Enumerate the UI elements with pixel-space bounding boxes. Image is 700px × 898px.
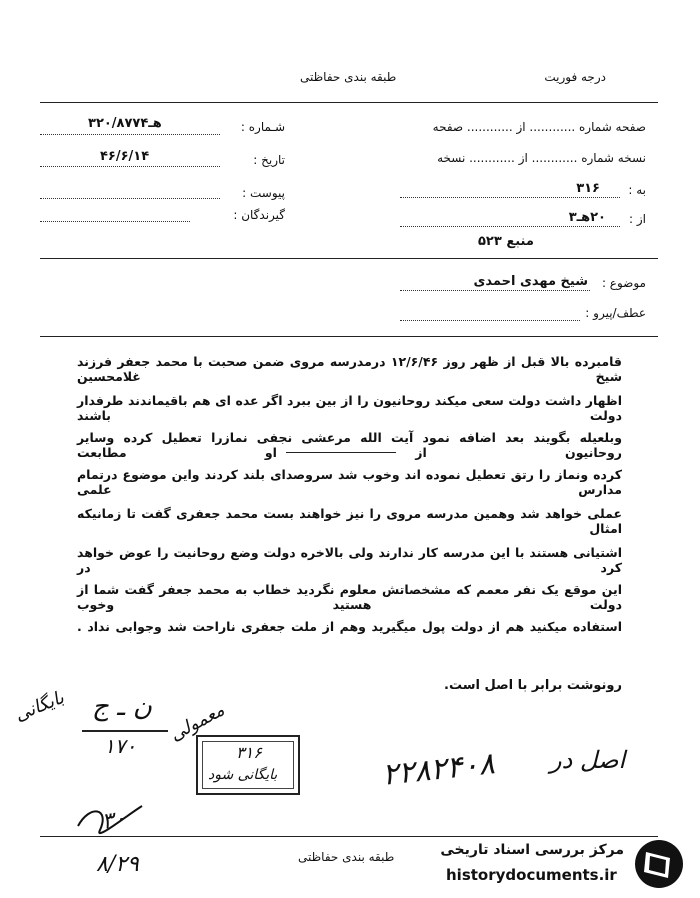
page-number-field: صفحه شماره ............ از ............ صفحه xyxy=(432,120,646,134)
copy-number-field: نسخه شماره ............ از ............ نسخه xyxy=(437,151,646,165)
date-value: ۴۶/۶/۱۴ xyxy=(100,149,150,164)
subject-value: شیخ مهدی احمدی xyxy=(473,274,588,289)
to-dotted-line xyxy=(400,197,620,198)
body-line-5: عملی خواهد شد وهمین مدرسه مروی را نیز خواهند بست محمد جعفری گفت تا زمانیکه امثال xyxy=(77,506,622,536)
handwritten-number: ۲۲۸۲۴۰۸ xyxy=(380,746,497,793)
stamp-number: ۳۱۶ xyxy=(236,743,262,762)
handwritten-initial: ۳۰ xyxy=(100,806,128,835)
date-dotted-line xyxy=(40,166,220,167)
footer-classification-label: طبقه بندی حفاظتی xyxy=(298,850,395,864)
archive-center-name: مرکز بررسی اسناد تاریخی xyxy=(440,842,624,858)
handwritten-fraction-bar xyxy=(82,730,168,732)
priority-label: درجه فوریت xyxy=(544,70,606,84)
recipients-label: گیرندگان : xyxy=(233,208,285,222)
archive-stamp xyxy=(196,735,300,795)
handwritten-note-bottom: ۱۷۰ xyxy=(104,734,137,758)
classification-label: طبقه بندی حفاظتی xyxy=(300,70,397,84)
date-label: تاریخ : xyxy=(253,153,285,167)
body-line-4: کرده ونماز را رتق تعطیل نموده اند وخوب شد سروصدای بلند کردند واین موضوع درتمام مدارس علمی xyxy=(77,467,622,497)
handwritten-scribble xyxy=(70,786,150,846)
body-line-2: اظهار داشت دولت سعی میکند روحانیون را از بین ببرد اگر عده ای هم باقیماندند طرفدار دولت باشند xyxy=(77,393,622,423)
body-line-6: اشتیانی هستند با این مدرسه کار ندارند ولی بالاخره دولت وضع روحانیت را عوض خواهد کرد در xyxy=(77,545,622,575)
handwritten-note-top: ن ـ ج xyxy=(92,692,153,722)
body-line-7: این موقع یک نفر معمم که مشخصاتش معلوم نگردید خطاب به محمد جعفر گفت شما از دولت هستید وخوب xyxy=(77,582,622,612)
source-value: منبع ۵۲۳ xyxy=(478,234,534,249)
subject-rule xyxy=(40,336,658,337)
to-label: به : xyxy=(628,183,646,197)
stamp-text: بایگانی شود xyxy=(208,767,278,783)
from-value: ۲۰هـ۳ xyxy=(568,210,606,225)
attachment-label: پیوست : xyxy=(242,186,285,200)
subject-label: موضوع : xyxy=(601,276,646,290)
subject-dotted-line xyxy=(400,290,590,291)
body-line-1: قامبرده بالا قبل از ظهر روز ۱۲/۶/۴۶ درمدرسه مروی ضمن صحبت با محمد جعفر فرزند شیخ غلامحسین xyxy=(77,354,622,384)
number-value: ۳هـ۲۰/۸۷۷۴ xyxy=(88,116,162,131)
archive-logo-icon xyxy=(628,838,690,890)
underline-mark xyxy=(286,452,396,453)
from-dotted-line xyxy=(400,226,620,227)
from-label: از : xyxy=(629,212,646,226)
archive-center-url: historydocuments.ir xyxy=(446,866,617,884)
handwritten-note-side: بایگانی xyxy=(11,687,68,726)
body-line-3: وبلعیله بگویند بعد اضافه نمود آیت الله مرعشی نجفی نمازرا تعطیل کرده وسایر روحانیون از او مطابعت xyxy=(77,430,622,460)
number-label: شـماره : xyxy=(240,120,285,134)
recipients-dotted-line xyxy=(40,221,190,222)
handwritten-date: ۸/۲۹ xyxy=(96,852,139,877)
header-rule xyxy=(40,102,658,103)
handwritten-word: اصل در xyxy=(550,746,626,774)
closing-line: رونوشت برابر با اصل است. xyxy=(444,678,622,693)
footer-rule xyxy=(40,836,658,837)
body-line-8: استفاده میکنید هم از دولت پول میگیرید وهم از ملت جعفری ناراحت شد وجوابی نداد . xyxy=(77,619,622,634)
handwritten-signature: معمولی xyxy=(166,699,229,746)
attachment-dotted-line xyxy=(40,198,220,199)
reference-label: عطف/پیرو : xyxy=(585,306,646,320)
number-dotted-line xyxy=(40,134,220,135)
reference-dotted-line xyxy=(400,320,580,321)
to-value: ۳۱۶ xyxy=(576,181,600,196)
meta-rule xyxy=(40,258,658,259)
